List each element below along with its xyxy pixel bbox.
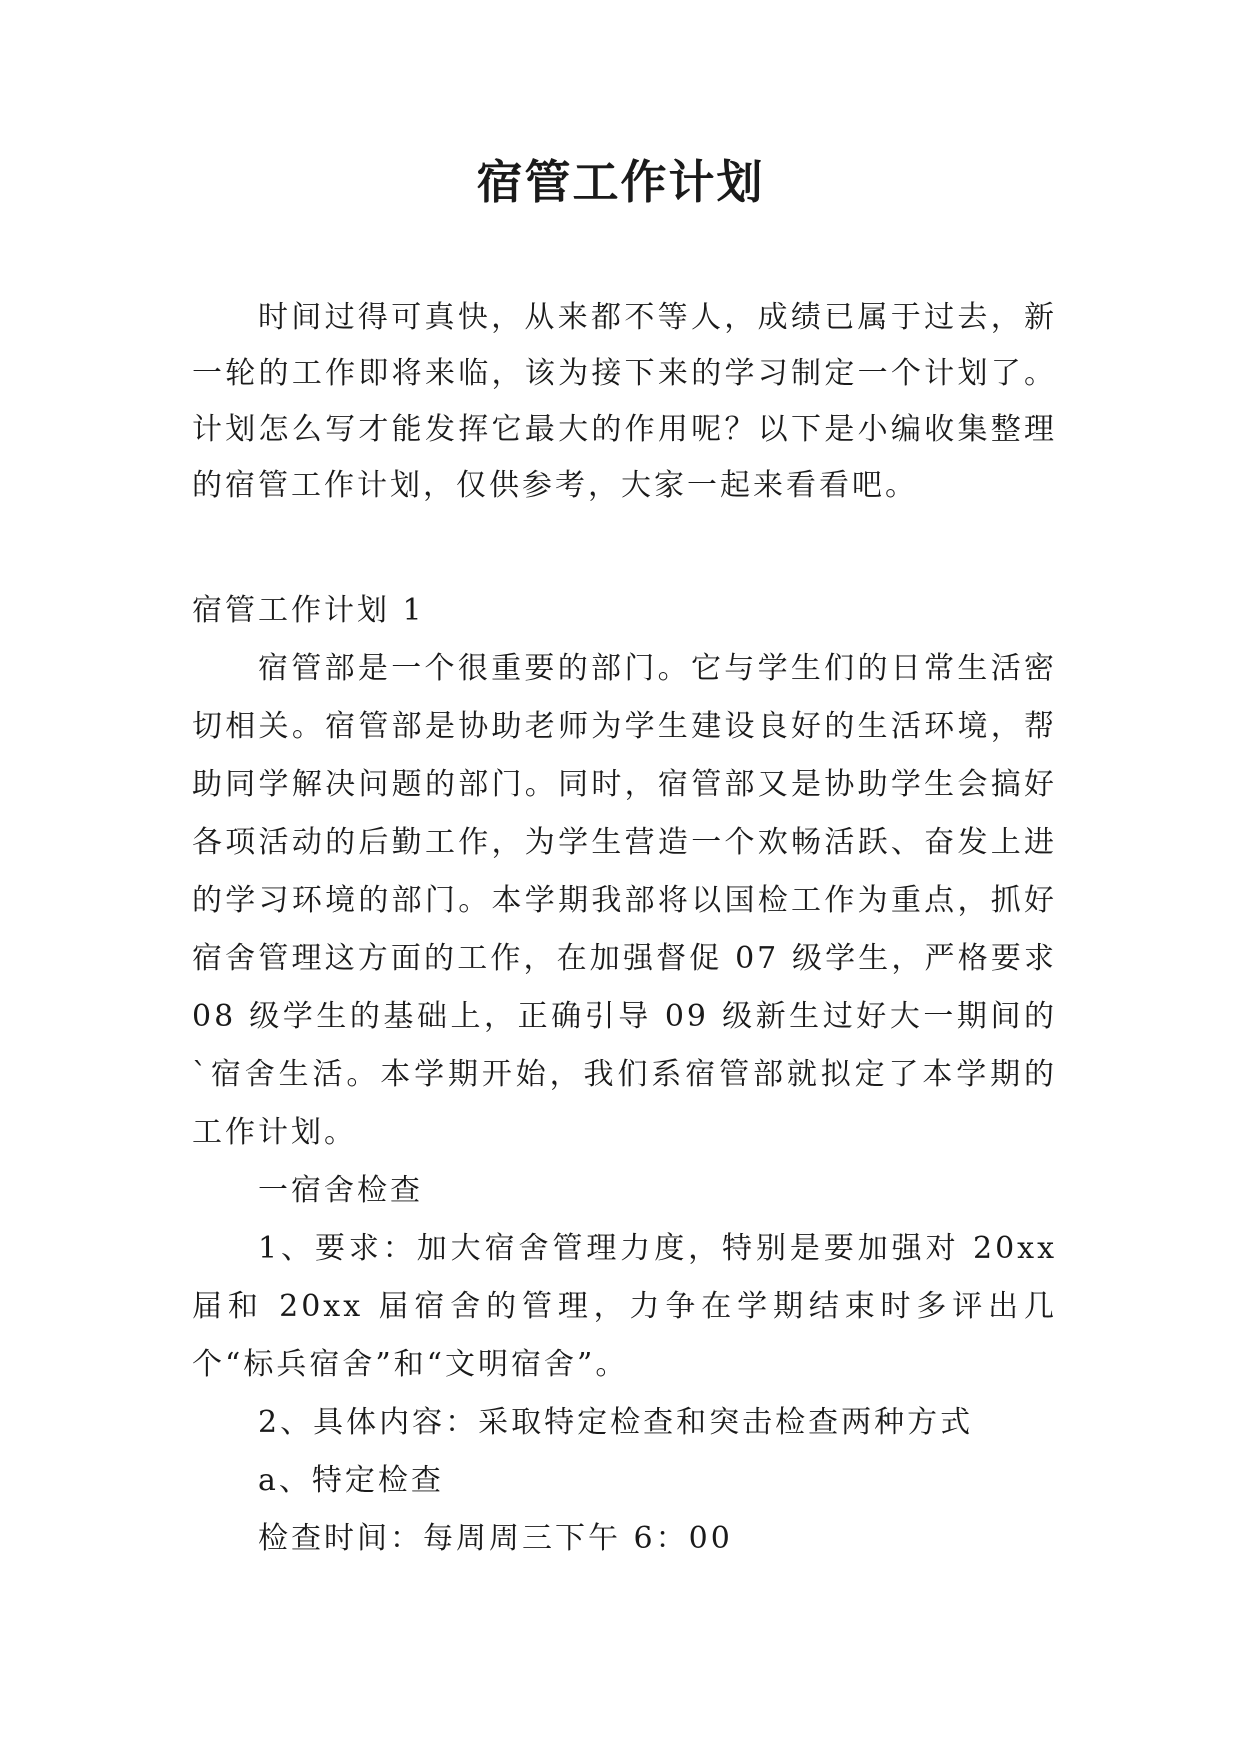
intro-paragraph: 时间过得可真快，从来都不等人，成绩已属于过去，新一轮的工作即将来临，该为接下来的学习制定一个计划了。计划怎么写才能发挥它最大的作用呢？以下是小编收集整理的宿管工作计划，仅供参考，大家一起来看看吧。: [192, 300, 1057, 503]
body-paragraph: 1、要求：加大宿舍管理力度，特别是要加强对 20xx 届和 20xx 届宿舍的管理，力争在学期结束时多评出几个“标兵宿舍”和“文明宿舍”。: [192, 1231, 1057, 1382]
subheading-dorm-inspection: 一宿舍检查: [258, 1173, 423, 1208]
body-paragraph: 2、具体内容：采取特定检查和突击检查两种方式: [258, 1405, 974, 1440]
section-body: [192, 640, 1057, 1568]
section-heading: 宿管工作计划 1: [192, 593, 425, 628]
body-paragraph: 宿管部是一个很重要的部门。它与学生们的日常生活密切相关。宿管部是协助老师为学生建设良好的生活环境，帮助同学解决问题的部门。同时，宿管部又是协助学生会搞好各项活动的后勤工作，为学生营造一个欢畅活跃、奋发上进的学习环境的部门。本学期我部将以国检工作为重点，抓好宿舍管理这方面的工作，在加强督促 07 级学生，严格要求 08 级学生的基础上，正确引导 09 级新生过好大一期间的`宿舍生活。本学期开始，我们系宿管部就拟定了本学期的工作计划。: [192, 651, 1057, 1150]
body-paragraph: 检查时间：每周周三下午 6：00: [258, 1521, 733, 1556]
document-title: 宿管工作计划: [476, 155, 765, 209]
body-paragraph: a、特定检查: [258, 1463, 444, 1498]
